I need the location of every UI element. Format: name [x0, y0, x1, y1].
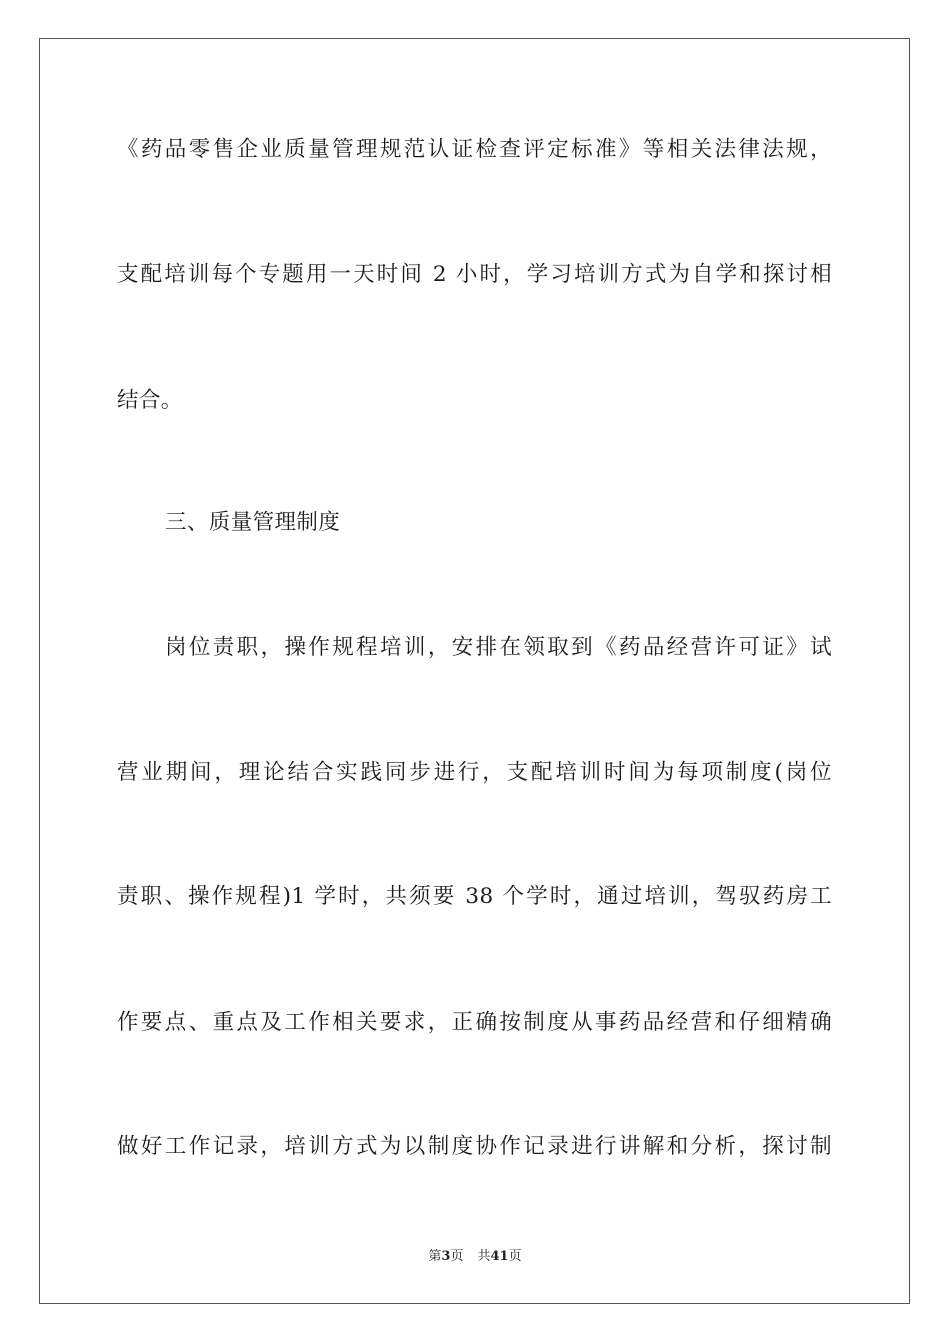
page-footer [0, 1249, 950, 1265]
body-text-line-2: 支配培训每个专题用一天时间 2 小时，学习培训方式为自学和探讨相 [117, 262, 832, 287]
footer-page-suffix: 页 [450, 1249, 464, 1264]
footer-total-suffix: 页 [508, 1249, 522, 1264]
section-heading: 三、质量管理制度 [165, 510, 341, 535]
footer-page-number: 3 [441, 1249, 451, 1264]
body-text-line-6: 营业期间，理论结合实践同步进行，支配培训时间为每项制度(岗位 [117, 760, 832, 785]
footer-total-prefix: 共 [477, 1249, 491, 1264]
page-border [39, 38, 910, 1304]
footer-total-pages: 41 [490, 1249, 509, 1264]
body-text-line-9: 做好工作记录，培训方式为以制度协作记录进行讲解和分析，探讨制 [117, 1134, 832, 1159]
body-text-line-5: 岗位责职，操作规程培训，安排在领取到《药品经营许可证》试 [165, 635, 832, 660]
body-text-line-1: 《药品零售企业质量管理规范认证检查评定标准》等相关法律法规， [117, 137, 832, 162]
body-text-line-8: 作要点、重点及工作相关要求，正确按制度从事药品经营和仔细精确 [117, 1010, 832, 1035]
footer-page-prefix: 第 [428, 1249, 442, 1264]
body-text-line-3: 结合。 [117, 388, 183, 413]
body-text-line-7: 责职、操作规程)1 学时，共须要 38 个学时，通过培训，驾驭药房工 [117, 884, 832, 909]
